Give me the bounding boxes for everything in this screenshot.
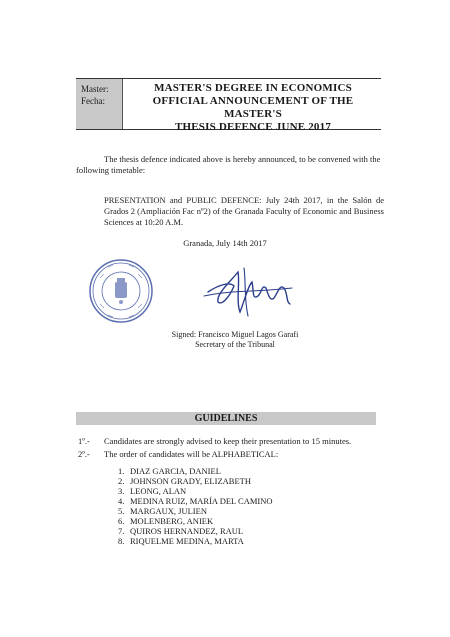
page-title — [128, 82, 378, 134]
guideline-number: 2º.- — [78, 449, 90, 459]
list-item: 1. DIAZ GARCIA, DANIEL — [118, 466, 221, 476]
presentation-paragraph: PRESENTATION and PUBLIC DEFENCE: July 24th 2017, in the Salón de Grados 2 (Ampliación Fac nº2) of the Granada Faculty of Economic and Business Sciences at 10:20 A.M. — [104, 195, 384, 227]
candidate-name: MOLENBERG, ANIEK — [130, 516, 214, 526]
signature-icon — [200, 262, 300, 320]
list-item: 7. QUIROS HERNANDEZ, RAUL — [118, 526, 244, 536]
candidate-name: MEDINA RUIZ, MARÍA DEL CAMINO — [130, 496, 273, 506]
signatory-block — [160, 330, 310, 350]
list-item: 2. JOHNSON GRADY, ELIZABETH — [118, 476, 251, 486]
guidelines-heading: GUIDELINES — [76, 412, 376, 425]
list-item: 3. LEONG, ALAN — [118, 486, 187, 496]
guideline-text: Candidates are strongly advised to keep their presentation to 15 minutes. — [104, 436, 352, 446]
title-line-1: MASTER'S DEGREE IN ECONOMICS — [154, 82, 352, 94]
candidate-name: DIAZ GARCIA, DANIEL — [130, 466, 221, 476]
list-item: 4. MEDINA RUIZ, MARÍA DEL CAMINO — [118, 496, 273, 506]
title-line-2: OFFICIAL ANNOUNCEMENT OF THE MASTER'S — [152, 95, 354, 120]
master-label: Master: — [81, 84, 109, 94]
intro-paragraph: The thesis defence indicated above is hereby announced, to be convened with the following timetable: — [76, 154, 381, 175]
university-seal-icon — [88, 258, 154, 324]
candidate-name: QUIROS HERNANDEZ, RAUL — [130, 526, 244, 536]
header-labels — [76, 79, 123, 129]
date-place: Granada, July 14th 2017 — [183, 238, 267, 248]
fecha-label: Fecha: — [81, 96, 105, 106]
list-item: 6. MOLENBERG, ANIEK — [118, 516, 214, 526]
candidate-name: JOHNSON GRADY, ELIZABETH — [130, 476, 251, 486]
signatory-role: Secretary of the Tribunal — [195, 340, 275, 349]
candidate-name: LEONG, ALAN — [130, 486, 187, 496]
candidate-name: RIQUELME MEDINA, MARTA — [130, 536, 244, 546]
list-item: 8. RIQUELME MEDINA, MARTA — [118, 536, 244, 546]
candidate-name: MARGAUX, JULIEN — [130, 506, 207, 516]
signatory-name: Signed: Francisco Miguel Lagos Garafi — [171, 330, 299, 339]
candidate-list — [118, 466, 273, 546]
list-item: 5. MARGAUX, JULIEN — [118, 506, 207, 516]
announcement-header — [76, 78, 381, 133]
guideline-number: 1º.- — [78, 436, 90, 446]
title-line-3: THESIS DEFENCE JUNE 2017 — [174, 121, 332, 133]
guideline-text: The order of candidates will be ALPHABETICAL: — [104, 449, 279, 459]
